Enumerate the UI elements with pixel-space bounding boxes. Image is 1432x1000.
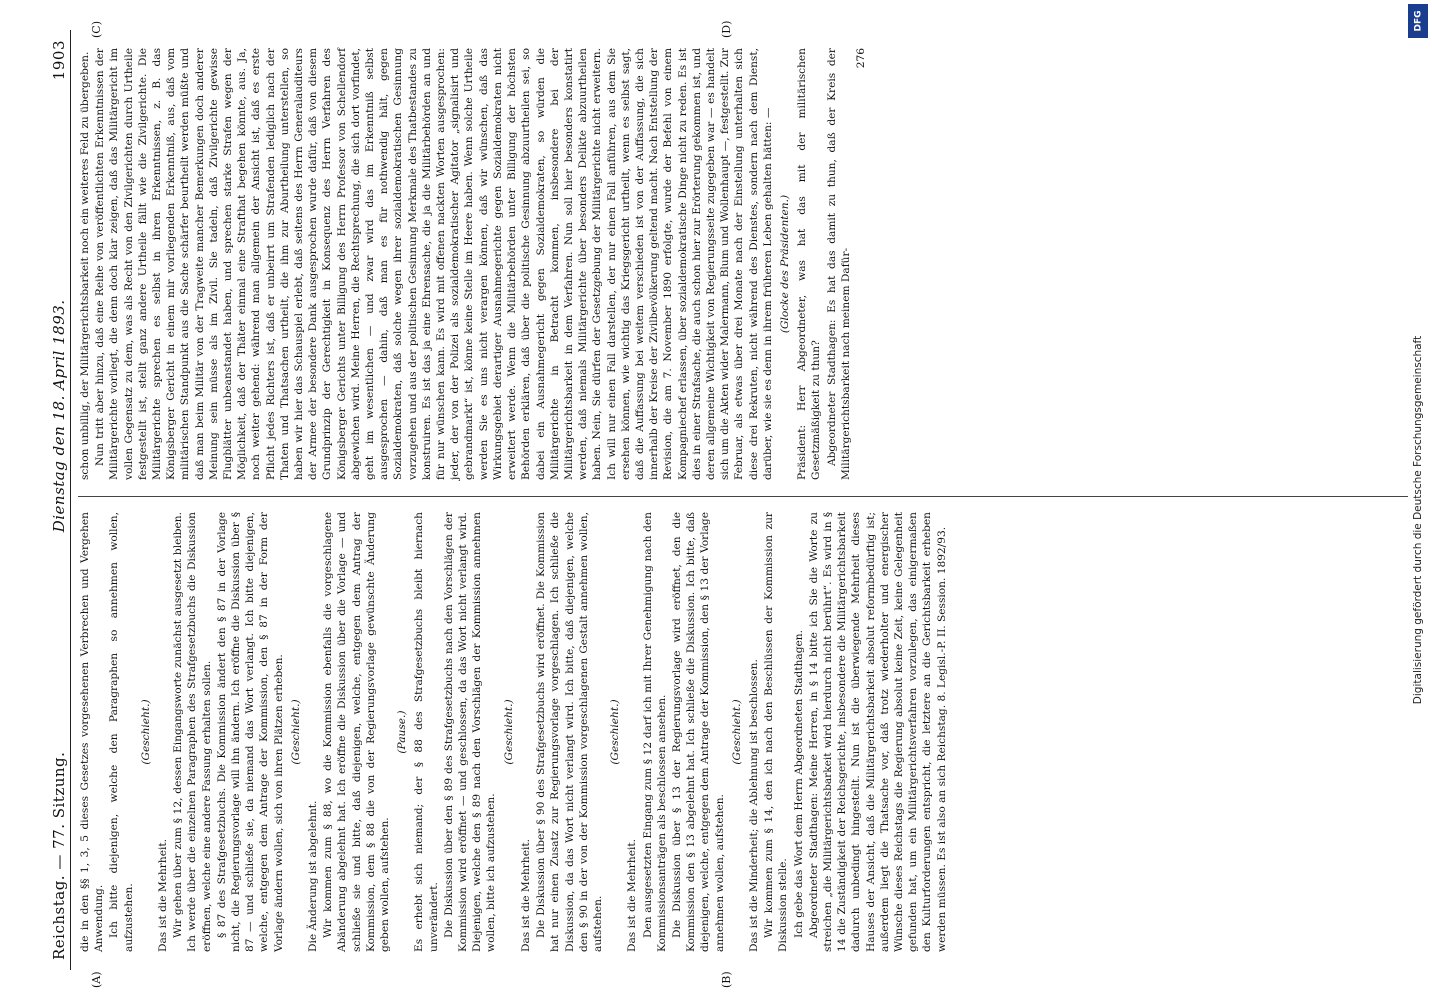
paragraph: die in den §§ 1, 3, 5 dieses Gesetzes vorgesehenen Verbrechen und Vergehen Anwendung. (79, 512, 106, 952)
stage-direction: (Pause.) (396, 710, 409, 754)
stage-direction: (Geschieht.) (609, 699, 622, 765)
paragraph: Das ist die Mehrheit. (626, 839, 639, 952)
stage-direction: (Geschieht.) (502, 699, 515, 765)
paragraph: Das ist die Mehrheit. (157, 839, 170, 952)
margin-marker-b: (B) (720, 971, 733, 988)
dfg-logo: DFG (1408, 4, 1428, 38)
stage-direction: (Geschieht.) (139, 699, 152, 765)
paragraph: § 87 des Strafgesetzbuchs. Die Kommission ändert den § 87 in der Vorlage nicht, die Regierungsvorlage will ihn ändern. Ich eröffne die Diskussion über § 87 — und schließe sie, da niemand das Wort verlangt. Ich bitte diejenigen, welche, entgegen dem Antrage der Kommission, den § 87 in der Form der Vorlage ändern wollen, sich von ihren Plätzen erheben. (215, 512, 285, 952)
paragraph: Das ist die Mehrheit. (519, 839, 532, 952)
header-rule (70, 30, 71, 970)
margin-marker-d: (D) (720, 20, 733, 38)
paragraph: schon unbillig, der Militärgerichtsbarkeit noch ein weiteres Feld zu übergeben. (79, 51, 91, 480)
stage-direction: (Glocke des Präsidenten.) (778, 194, 791, 334)
paragraph: Die Diskussion über § 90 des Strafgesetzbuchs wird eröffnet. Die Kommission hat nur einen Zusatz zur Regierungsvorlage vorgeschlagen. Ich schließe die Diskussion, da das Wort nicht verlangt wird. Ich bitte, daß diejenigen, welche den § 90 in der von der Kommission vorgeschlagenen Gestalt annehmen wollen, aufstehen. (535, 512, 604, 952)
text-column-left (78, 512, 950, 952)
header-date: Dienstag den 18. April 1893. (50, 299, 68, 533)
column-divider (78, 496, 1408, 497)
paragraph: Wir kommen zum § 14, den ich nach den Beschlüssen der Kommission zur Diskussion stelle. (763, 512, 790, 952)
digitization-credit: Digitalisierung gefördert durch die Deutsche Forschungsgemeinschaft (1412, 335, 1424, 705)
footer-page-number: 276 (854, 48, 867, 69)
margin-marker-a: (A) (90, 971, 103, 988)
paragraph: Ich bitte diejenigen, welche den Paragraphen so annehmen wollen, aufzustehen. (108, 512, 135, 952)
paragraph: Abgeordneter Stadthagen: Es hat das damit zu thun, daß der Kreis der Militärgerichtsbarkeit nach meinem Dafür- (825, 48, 852, 480)
paragraph: Wir kommen zum § 88, wo die Kommission ebenfalls die vorgeschlagene Abänderung abgelehnt hat. Ich eröffne die Diskussion über die Vorlage — und schließe sie und bitte, daß diejenigen, welche, entgegen dem Antrag der Kommission, dem § 88 die von der Regierungsvorlage gewünschte Änderung geben wollen, aufstehen. (322, 512, 392, 952)
text-column-right (78, 48, 869, 480)
margin-marker-c: (C) (90, 21, 103, 38)
header-left: Reichstag. — 77. Sitzung. (50, 751, 68, 960)
paragraph: Nun tritt aber hinzu, daß eine Reihe von veröffentlichten Erkenntnissen der Militärgerichte vorliegt, die denn doch klar zeigen, daß das Militärgericht im vollen Gegensatz zu dem, was als Recht von den Zivilgerichten durch Urtheile festgestellt ist, stellt ganz andere Urtheile fällt wie die Zivilgerichte. Die Militärgerichte sprechen es selbst in ihren Erkenntnissen, z. B. das Königsberger Gericht in einem mir vorliegenden Erkenntniß, aus, daß vom militärischen Standpunkt aus die Sache schärfer beurtheilt werden müßte und daß man beim Militär von der Tragweite mancher Bemerkungen doch anderer Meinung sein müsse als im Zivil. Sie tadeln, daß Zivilgerichte gewisse Flugblätter unbeanstandet haben, und sprechen starke Strafen wegen der Möglichkeit, daß der Thäter einmal eine Strafthat begehen könnte, aus. Ja, noch weiter gehend: während man allgemein der Ansicht ist, daß es erste Pflicht jedes Richters ist, daß er unbeirrt um Strafenden lediglich nach der Thaten und Thatsachen urtheilt, die ihm zur Aburtheilung unterstellen, so haben wir hier das Schauspiel erlebt, daß seitens des Herrn Generalauditeurs der Armee der besondere Dank ausgesprochen wurde dafür, daß von diesem Grundprinzip der Gerechtigkeit in Konsequenz des Herrn Verfahren des Königsberger Gerichts unter Billigung des Herrn Professor von Schellendorf abgewichen wird. Meine Herren, die Rechtsprechung, die sich dort vorfindet, geht im wesentlichen — und zwar wird das im Erkenntniß selbst ausgesprochen — dahin, daß man es für nothwendig hält, gegen Sozialdemokraten, daß solche wegen ihrer sozialdemokratischen Gesinnung vorzugehen und aus der politischen Gesinnung Merkmale des Thatbestandes zu konstruiren. Es ist das ja eine Ehrensache, die ja die Militärbehörden an und für nur wünschen kann. Es wird mit offenen nackten Worten ausgesprochen: jeder, der von der Polizei als sozialdemokratischer Agitator „signalisirt und gebrandmarkt“ ist, könne keine Stelle im Heere haben. Wenn solche Urtheile werden Sie es uns nicht verargen können, daß wir wünschen, daß das Wirkungsgebiet derartiger Ausnahmegerichte gegen Sozialdemokraten nicht erweitert werde. Wenn die Militärbehörden unter Billigung der höchsten Behörden erklären, daß über die politische Gesinnung abzuurtheilen sei, so dabei ein Ausnahmegericht gegen Sozialdemokraten, so würden die Militärgerichte in Betracht kommen, insbesondere bei der Militärgerichtsbarkeit in dem Verfahren. Nun soll hier besonders konstatirt werden, daß niemals Militärgerichte über besonders Delikte abzuurtheilen haben. Nein, Sie dürfen der Gesetzgebung der Militärgerichte nicht erweitern. Ich will nur einen Fall darstellen, der nur einen Fall anführen, aus dem Sie ersehen können, wie wichtig das Kriegsgericht urtheilt, wenn es selbst sagt, daß die Auffassung bei weitem verschieden ist von der Auffassung, die sich innerhalb der Kreise der Zivilbevölkerung geltend macht. Nach Entstellung der Revision, die am 7. November 1890 erfolgte, wurde der Befehl von einem Kompagniechef erlassen, über sozialdemokratische Dinge nicht zu reden. Es ist dies in einer Strafsache, die auch schon hier zur Erörterung gekommen ist, und deren allgemeine Wichtigkeit von Regierungsseite zugegeben war — es handelt sich um die Akten wider Malermann, Blum und Wollenhaupt —, festgestellt. Zur Februar, als etwas über drei Monate nach der Einstellung unterhalten sich diese drei Rekruten, nicht während des Dienstes, sondern nach dem Dienst, darüber, wie sie es denn in ihrem früheren Leben gehalten hätten: — (94, 48, 774, 480)
paragraph: Es erhebt sich niemand; der § 88 des Strafgesetzbuchs bleibt hiernach unverändert. (413, 512, 440, 952)
paragraph: Abgeordneter Stadthagen: Meine Herren, in § 14 bitte ich Sie die Worte zu streichen „die Militärgerichtsbarkeit wird hierdurch nicht berührt“. Es wird in § 14 die Zuständigkeit der Reichsgerichte, insbesondere die Militärgerichtsbarkeit dadurch unbedingt hingestellt. Nun ist die überwiegende Mehrheit dieses Hauses der Ansicht, daß die Militärgerichtsbarkeit absolut reformbedürftig ist; außerdem liegt die Thatsache vor, daß trotz wiederholter und energischer Wünsche dieses Reichstags die Regierung absolut keine Zeit, keine Gelegenheit gefunden hat, um ein Militärgerichtsverfahren vorzulegen, das einigermaßen den Kulturforderungen entspricht, die letztere an die Gerichtsbarkeit erheben werden müssen. Es ist also an sich Reichstag. 8. Legisl.-P. II. Session. 1892/93. (807, 512, 948, 952)
paragraph: Ich gebe das Wort dem Herrn Abgeordneten Stadthagen. (792, 630, 805, 938)
paragraph: Präsident: Herr Abgeordneter, was hat das mit der militärischen Gesetzmäßigkeit zu thun? (796, 48, 823, 480)
paragraph: Die Änderung ist abgelehnt. (307, 800, 320, 952)
page-header (28, 40, 68, 960)
paragraph: Die Diskussion über § 13 der Regierungsvorlage wird eröffnet, den die Kommission den § 13 abgelehnt hat. Ich schließe die Diskussion. Ich bitte, daß diejenigen, welche, entgegen dem Antrage der Kommission, den § 13 der Vorlage annehmen wollen, aufstehen. (670, 512, 726, 952)
stage-direction: (Geschieht.) (730, 699, 743, 765)
paragraph: Wir gehen über zum § 12, dessen Eingangsworte zunächst ausgesetzt bleiben. Ich werde über die einzelnen Paragraphen des Strafgesetzbuchs die Diskussion eröffnen, welche eine andere Fassung erhalten sollen. (172, 512, 213, 952)
paragraph: Den ausgesetzten Eingang zum § 12 darf ich mit Ihrer Genehmigung nach den Kommissionsanträgen als beschlossen ansehen. (641, 512, 668, 952)
page-number: 1903 (50, 40, 68, 81)
stage-direction: (Geschieht.) (289, 699, 302, 765)
paragraph: Die Diskussion über den § 89 des Strafgesetzbuchs nach den Vorschlägen der Kommission wird eröffnet — und geschlossen, da das Wort nicht verlangt wird. Diejenigen, welche den § 89 nach den Vorschlägen der Kommission annehmen wollen, bitte ich aufzustehen. (442, 512, 498, 952)
paragraph: Das ist die Minderheit; die Ablehnung ist beschlossen. (747, 659, 760, 952)
